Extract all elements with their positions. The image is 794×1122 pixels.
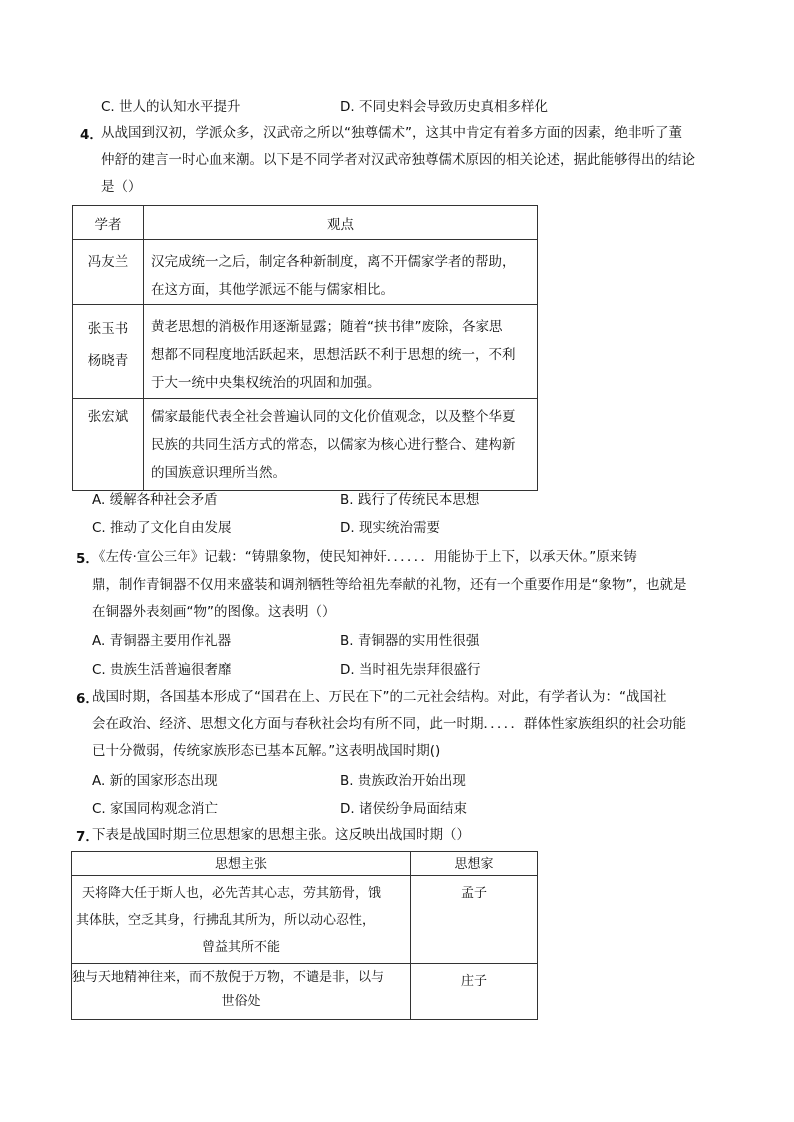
q4-number: 4． (80, 127, 103, 143)
table-row (73, 305, 538, 399)
q5-stem-line-3: 在铜器外表刻画“物”的图像。这表明（） (92, 604, 336, 620)
q7-table-header-idea: 思想主张 (72, 852, 411, 876)
table-row (73, 399, 538, 491)
q7-table-header-thinker: 思想家 (411, 852, 538, 876)
q5-option-a: A. 青铜器主要用作礼器 (92, 633, 232, 649)
q6-option-a: A. 新的国家形态出现 (92, 773, 218, 789)
q4-stem-line-3: 是（） (101, 179, 142, 195)
q6-option-b: B. 贵族政治开始出现 (340, 773, 466, 789)
q6-stem-line-3: 已十分微弱，传统家族形态已基本瓦解。”这表明战国时期() (92, 743, 441, 759)
q6-stem-line-2: 会在政治、经济、思想文化方面与春秋社会均有所不同，此一时期．．．．．群体性家族组织的社会功能 (92, 716, 686, 732)
q6-number: 6． (76, 691, 99, 707)
view-line: 于大一统中央集权统治的巩固和加强。 (151, 375, 381, 391)
thinker-name: 庄子 (411, 964, 538, 1020)
q4-table-header-scholar: 学者 (73, 206, 144, 240)
idea-line: 世俗处 (221, 994, 261, 1009)
q4-stem-line-2: 仲舒的建言一时心血来潮。以下是不同学者对汉武帝独尊儒术原因的相关论述，据此能够得出的结论 (101, 152, 695, 168)
q5-number: 5． (76, 551, 99, 567)
q5-stem-line-1: 《左传·宣公三年》记载：“铸鼎象物，使民知神奸．．．．．．用能协于上下，以承天休。”原来铸 (92, 549, 637, 565)
view-line: 的国族意识理所当然。 (151, 465, 286, 481)
q3-option-c: C. 世人的认知水平提升 (101, 99, 241, 115)
q7-number: 7． (76, 829, 99, 845)
view-line: 汉完成统一之后，制定各种新制度，离不开儒家学者的帮助， (151, 254, 516, 270)
q5-option-c: C. 贵族生活普遍很奢靡 (92, 662, 232, 678)
view-line: 在这方面，其他学派远不能与儒家相比。 (151, 282, 394, 298)
q7-stem-line-1: 下表是战国时期三位思想家的思想主张。这反映出战国时期（） (92, 827, 470, 843)
view-line: 想都不同程度地活跃起来，思想活跃不利于思想的统一，不利 (151, 347, 516, 363)
table-row (72, 876, 538, 964)
table-row (72, 964, 538, 1020)
q4-stem-line-1: 从战国到汉初，学派众多，汉武帝之所以“独尊儒术”，这其中肯定有着多方面的因素，绝非听了董 (101, 125, 682, 141)
q7-table (71, 851, 538, 1020)
q4-table-header-view: 观点 (144, 206, 538, 240)
q4-option-a: A. 缓解各种社会矛盾 (92, 492, 218, 508)
q4-option-b: B. 践行了传统民本思想 (340, 492, 480, 508)
q5-option-b: B. 青铜器的实用性很强 (340, 633, 480, 649)
q6-option-d: D. 诸侯纷争局面结束 (340, 801, 467, 817)
idea-line: 其体肤，空乏其身，行拂乱其所为，所以动心忍性， (76, 913, 376, 928)
scholar-name: 张玉书 (87, 321, 129, 337)
view-line: 儒家最能代表全社会普遍认同的文化价值观念，以及整个华夏 (151, 409, 516, 425)
q4-option-c: C. 推动了文化自由发展 (92, 520, 232, 536)
idea-line: 独与天地精神往来，而不敖倪于万物，不谴是非，以与 (72, 970, 385, 985)
view-line: 民族的共同生活方式的常态，以儒家为核心进行整合、建构新 (151, 437, 516, 453)
q3-option-d: D. 不同史料会导致历史真相多样化 (340, 99, 548, 115)
scholar-name: 杨晓青 (87, 353, 129, 369)
q5-option-d: D. 当时祖先崇拜很盛行 (340, 662, 481, 678)
scholar-name: 冯友兰 (87, 254, 129, 270)
view-line: 黄老思想的消极作用逐渐显露；随着“挟书律”废除，各家思 (151, 319, 503, 335)
q6-option-c: C. 家国同构观念消亡 (92, 801, 219, 817)
idea-line: 曾益其所不能 (201, 940, 280, 955)
scholar-name: 张宏斌 (87, 409, 129, 425)
q4-option-d: D. 现实统治需要 (340, 520, 440, 536)
thinker-name: 孟子 (411, 876, 538, 964)
q4-table (72, 205, 538, 491)
q5-stem-line-2: 鼎，制作青铜器不仅用来盛装和调剂牺牲等给祖先奉献的礼物，还有一个重要作用是“象物”，也就是 (92, 577, 687, 593)
q6-stem-line-1: 战国时期，各国基本形成了“国君在上、万民在下”的二元社会结构。对此，有学者认为：“战国社 (92, 689, 667, 705)
idea-line: 天将降大任于斯人也，必先苦其心志，劳其筋骨，饿 (82, 886, 382, 901)
table-row (73, 240, 538, 305)
